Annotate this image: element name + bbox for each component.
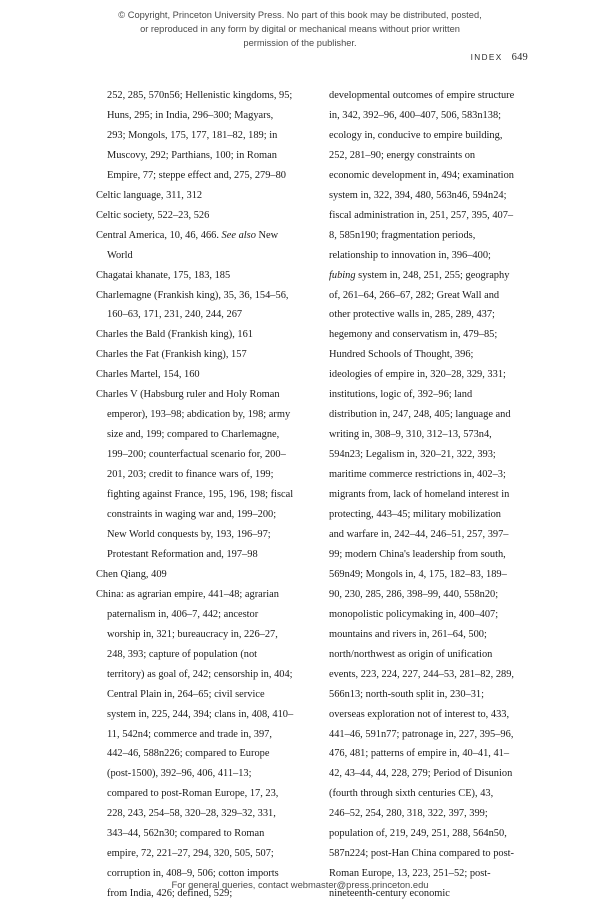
- index-term-fubing: fubing: [329, 269, 356, 281]
- index-entry-charlemagne: Charlemagne (Frankish king), 35, 36, 154–56, 160–63, 171, 231, 240, 244, 267: [96, 289, 289, 321]
- index-column-right: [318, 86, 516, 904]
- index-entry-charles-the-fat: Charles the Fat (Frankish king), 157: [96, 349, 247, 361]
- index-entry-continued: 252, 285, 570n56; Hellenistic kingdoms, 95; Huns, 295; in India, 296–300; Magyars, 293; Mongols, 175, 177, 181–82, 189; in Muscovy, 292; Parthians, 100; in Roman Empire, 77; steppe effect and, 275, 279–80: [107, 90, 293, 181]
- index-entry-central-america-head: Central America,: [96, 229, 167, 241]
- index-cross-reference-label: See also: [221, 229, 256, 241]
- index-entry-celtic-language: Celtic language, 311, 312: [96, 189, 203, 201]
- index-cross-reference-target: New World: [107, 229, 279, 261]
- index-column-left: [96, 86, 294, 904]
- footer-contact-line: For general queries, contact webmaster@press.princeton.edu: [171, 879, 429, 890]
- index-entry-chen-qiang: Chen Qiang, 409: [96, 568, 167, 580]
- running-head: [471, 52, 528, 63]
- index-entry-china-continued: [318, 86, 516, 904]
- copyright-notice: © Copyright, Princeton University Press. No part of this book may be distributed, posted, or reproduced in any form by digital or mechanical means without prior written permission of the publisher.: [118, 10, 482, 49]
- index-entry-charles-martel: Charles Martel, 154, 160: [96, 369, 200, 381]
- index-entry-central-america-locators: 10, 46, 466.: [166, 229, 222, 241]
- index-columns: [96, 86, 516, 904]
- index-entry-central-america: [96, 226, 294, 266]
- page-folio-number: 649: [511, 52, 528, 63]
- index-entry-china-continued-part1: developmental outcomes of empire structure in, 342, 392–96, 400–407, 506, 583n138; ecology in, conducive to empire building, 252, 281–90; energy constraints on economic development in, 494; examination system in, 322, 394, 480, 563n46, 594n24; fiscal administration in, 251, 257, 395, 407–8, 585n190; fragmentation periods, relationship to innovation in, 396–400;: [329, 90, 515, 261]
- index-entry-charles-v: Charles V (Habsburg ruler and Holy Roman emperor), 193–98; abdication by, 198; army size and, 199; compared to Charlemagne, 199–200; counterfactual scenario for, 200–201, 203; credit to finance wars of, 199; fighting against France, 195, 196, 198; fiscal constraints in waging war and, 199–200; New World conquests by, 193, 196–97; Protestant Reformation and, 197–98: [96, 389, 294, 560]
- index-entry-china: China: as agrarian empire, 441–48; agrarian paternalism in, 406–7, 442; ancestor worship in, 321; bureaucracy in, 226–27, 248, 393; capture of population (not territory) as goal of, 242; censorship in, 404; Central Plain in, 264–65; civil service system in, 225, 244, 394; clans in, 408, 410–11, 542n4; commerce and trade in, 397, 442–46, 588n226; compared to Europe (post-1500), 392–96, 406, 411–13; compared to post-Roman Europe, 17, 23, 228, 243, 254–58, 320–28, 329–32, 331, 343–44, 562n30; compared to Roman empire, 72, 221–27, 294, 320, 505, 507; corruption in, 408–9, 506; cotton imports from India, 426; defined, 529;: [96, 588, 294, 900]
- running-head-label: INDEX: [470, 53, 503, 62]
- index-entry-charles-the-bald: Charles the Bald (Frankish king), 161: [96, 329, 253, 341]
- index-entry-celtic-society: Celtic society, 522–23, 526: [96, 209, 210, 221]
- index-entry-china-continued-part2: system in, 248, 251, 255; geography of, 261–64, 266–67, 282; Great Wall and other protective walls in, 285, 289, 437; hegemony and conservatism in, 479–85; Hundred Schools of Thought, 396; ideologies of empire in, 320–28, 329, 331; institutions, logic of, 392–96; land distribution in, 247, 248, 405; language and writing in, 308–9, 310, 312–13, 573n4, 594n23; Legalism in, 320–21, 322, 393; maritime commerce restrictions in, 402–3; migrants from, lack of homeland interest in protecting, 443–45; military mobilization and warfare in, 242–44, 246–51, 257, 397–99; modern China's leadership from south, 569n49; Mongols in, 4, 175, 182–83, 189–90, 230, 285, 286, 398–99, 440, 558n20; monopolistic policymaking in, 400–407; mountains and rivers in, 261–64, 500; north/northwest as origin of unification events, 223, 224, 227, 244–53, 281–82, 289, 566n13; north-south split in, 230–31; overseas exploration not of interest to, 433, 441–46, 591n77; patronage in, 227, 395–96, 476, 481; patterns of empire in, 40–41, 41–42, 43–44, 44, 228, 279; Period of Disunion (fourth through sixth centuries CE), 43, 246–52, 254, 280, 318, 322, 397, 399; population of, 219, 249, 251, 288, 564n50, 587n224; post-Han China compared to post-Roman Europe, 13, 223, 251–52; post-nineteenth-century economic: [329, 269, 515, 900]
- index-entry-chagatai-khanate: Chagatai khanate, 175, 183, 185: [96, 269, 231, 281]
